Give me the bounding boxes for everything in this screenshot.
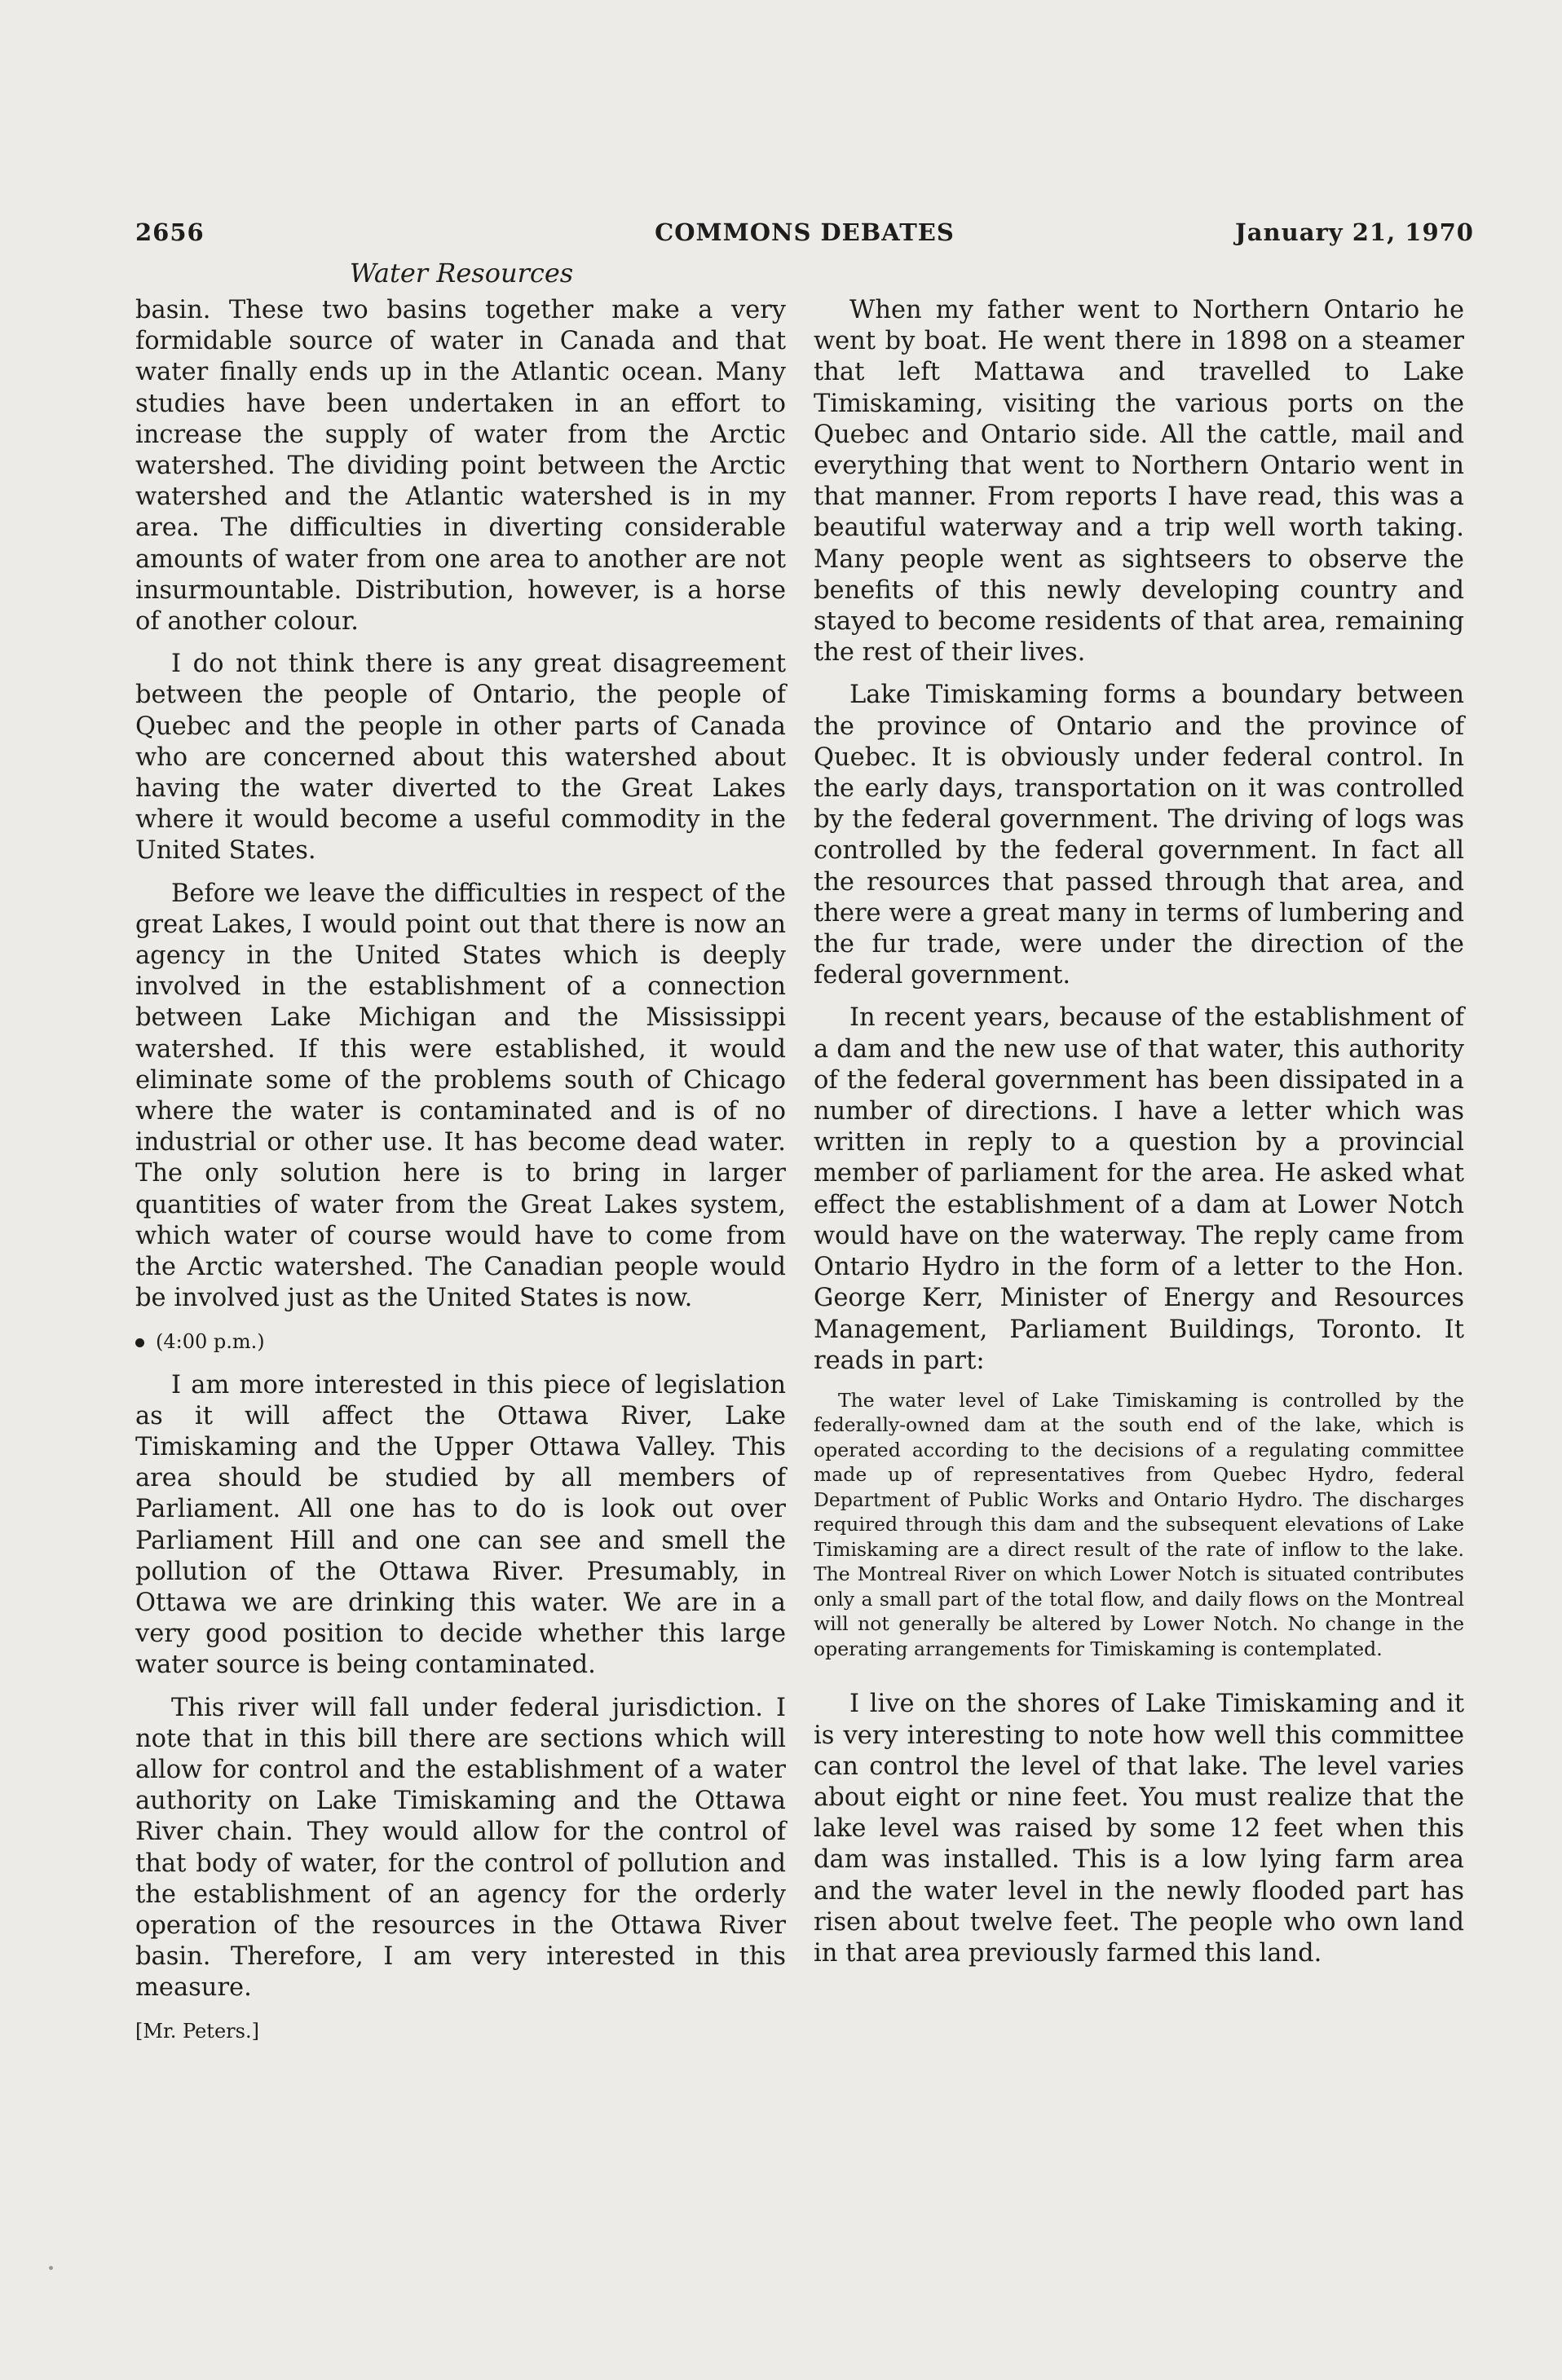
right-column xyxy=(814,295,1464,1981)
page-date: January 21, 1970 xyxy=(1235,218,1474,246)
paragraph: I am more interested in this piece of legislation as it will affect the Ottawa River, Lake Timiskaming and the Upper Ottawa Valley. This area should be studied by all members of Parliament. All one has to do is look out over Parliament Hill and one can see and smell the pollution of the Ottawa River. Presumably, in Ottawa we are drinking this water. We are in a very good position to decide whether this large water source is being contaminated. xyxy=(135,1370,786,1680)
section-title: Water Resources xyxy=(349,258,574,289)
bullet-icon xyxy=(135,1338,144,1347)
paragraph: I live on the shores of Lake Timiskaming and it is very interesting to note how well this committee can control the level of that lake. The level varies about eight or nine feet. You must realize that the lake level was raised by some 12 feet when this dam was installed. This is a low lying farm area and the water level in the newly flooded part has risen about twelve feet. The people who own land in that area previously farmed this land. xyxy=(814,1690,1464,1968)
speaker-attribution: [Mr. Peters.] xyxy=(135,2019,259,2043)
publication-title: COMMONS DEBATES xyxy=(655,218,955,246)
paragraph: This river will fall under federal jurisdiction. I note that in this bill there are sections which will allow for control and the establishment of a water authority on Lake Timiskaming and the Ottawa River chain. They would allow for the control of that body of water, for the control of pollution and the establishment of an agency for the orderly operation of the resources in the Ottawa River basin. Therefore, I am very interested in this measure. xyxy=(135,1693,786,2003)
paragraph: I do not think there is any great disagreement between the people of Ontario, the people of Quebec and the people in other parts of Canada who are concerned about this watershed about having the water diverted to the Great Lakes where it would become a useful commodity in the United States. xyxy=(135,650,786,866)
page-number: 2656 xyxy=(135,218,205,246)
time-stamp-text: (4:00 p.m.) xyxy=(156,1329,265,1353)
time-stamp xyxy=(135,1329,786,1354)
paragraph: Lake Timiskaming forms a boundary between the province of Ontario and the province of Quebec. It is obviously under federal control. In the early days, transportation on it was controlled by the federal government. The driving of logs was controlled by the federal government. In fact all the resources that passed through that area, and there were a great many in terms of lumbering and the fur trade, were under the direction of the federal government. xyxy=(814,681,1464,990)
page-header xyxy=(135,218,1474,251)
paragraph: Before we leave the difficulties in respect of the great Lakes, I would point out that there is now an agency in the United States which is deeply involved in the establishment of a connection between Lake Michigan and the Mississippi watershed. If this were established, it would eliminate some of the problems south of Chicago where the water is contaminated and is of no industrial or other use. It has become dead water. The only solution here is to bring in larger quantities of water from the Great Lakes system, which water of course would have to come from the Arctic watershed. The Canadian people would be involved just as the United States is now. xyxy=(135,879,786,1313)
quoted-letter: The water level of Lake Timiskaming is controlled by the federally-owned dam at the south end of the lake, which is operated according to the decisions of a regulating committee made up of representatives from Quebec Hydro, federal Department of Public Works and Ontario Hydro. The discharges required through this dam and the subsequent elevations of Lake Timiskaming are a direct result of the rate of inflow to the lake. The Montreal River on which Lower Notch is situated contributes only a small part of the total flow, and daily flows on the Montreal will not generally be altered by Lower Notch. No change in the operating arrangements for Timiskaming is contemplated. xyxy=(814,1388,1464,1660)
scan-speck xyxy=(49,2266,53,2270)
paragraph: basin. These two basins together make a very formidable source of water in Canada and that water finally ends up in the Atlantic ocean. Many studies have been undertaken in an effort to increase the supply of water from the Arctic watershed. The dividing point between the Arctic watershed and the Atlantic watershed is in my area. The difficulties in diverting considerable amounts of water from one area to another are not insurmountable. Distribution, however, is a horse of another colour. xyxy=(135,296,786,637)
left-column xyxy=(135,295,786,2047)
paragraph: When my father went to Northern Ontario he went by boat. He went there in 1898 on a steamer that left Mattawa and travelled to Lake Timiskaming, visiting the various ports on the Quebec and Ontario side. All the cattle, mail and everything that went to Northern Ontario went in that manner. From reports I have read, this was a beautiful waterway and a trip well worth taking. Many people went as sightseers to observe the benefits of this newly developing country and stayed to become residents of that area, remaining the rest of their lives. xyxy=(814,296,1464,668)
paragraph: In recent years, because of the establishment of a dam and the new use of that water, this authority of the federal government has been dissipated in a number of directions. I have a letter which was written in reply to a question by a provincial member of parliament for the area. He asked what effect the establishment of a dam at Lower Notch would have on the waterway. The reply came from Ontario Hydro in the form of a letter to the Hon. George Kerr, Minister of Energy and Resources Management, Parliament Buildings, Toronto. It reads in part: xyxy=(814,1003,1464,1375)
